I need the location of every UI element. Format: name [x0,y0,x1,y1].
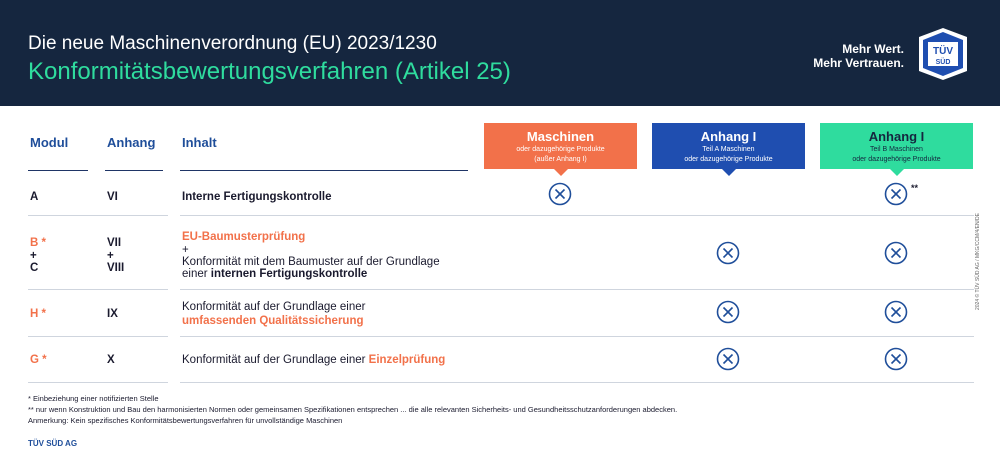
circled-x-icon [884,347,908,371]
slogan-line-1: Mehr Wert. [842,42,904,56]
row-separator [28,382,168,383]
page-title: Die neue Maschinenverordnung (EU) 2023/1230 [28,33,437,54]
circled-x-icon [884,241,908,265]
row-h-inhalt-line1: Konformität auf der Grundlage einer [182,301,366,313]
tuv-sud-logo-icon [916,27,970,81]
row-separator [180,336,974,337]
row-separator [28,289,168,290]
row-a-inhalt: Interne Fertigungskontrolle [182,191,332,203]
row-g-anhang: X [107,354,115,366]
row-bc-modul-b: B * [30,237,46,249]
category-sub-2: oder dazugehörige Produkte [684,156,773,163]
row-bc-anhang-viii: VIII [107,262,125,274]
row-bc-anhang-plus: + [107,250,114,262]
row-bc-anhang-vii: VII [107,237,122,249]
row-a-anhang: VI [107,191,118,203]
category-sub-1: Teil A Maschinen [702,146,755,153]
column-header-inhalt: Inhalt [182,135,217,150]
column-header-anhang: Anhang [107,135,156,150]
category-box-maschinen [484,123,637,169]
column-header-modul: Modul [30,135,69,150]
row-bc-inhalt-line3: Konformität mit dem Baumuster auf der Grundlage [182,256,440,268]
header-rule-modul [28,170,88,171]
row-bc-inhalt-line4 [182,267,367,281]
row-separator [180,289,974,290]
row-g-inhalt-b: Einzelprüfung [368,354,446,366]
row-bc-inhalt-line2: + [182,244,189,256]
header-rule-anhang [105,170,163,171]
circled-x-icon [716,347,740,371]
row-g-inhalt-a: Konformität auf der Grundlage einer [182,354,369,366]
category-box-anhang-i-teil-a [652,123,805,169]
slogan [813,42,904,70]
category-box-anhang-i-teil-b [820,123,973,169]
category-title: Anhang I [868,129,925,144]
row-separator [28,215,168,216]
category-sub-1: Teil B Maschinen [870,146,923,153]
circled-x-icon [548,182,572,206]
row-a-modul: A [30,191,39,203]
category-title: Maschinen [526,129,595,144]
row-bc-inhalt-line4a: einer [182,268,211,280]
row-separator [180,215,974,216]
row-h-anhang: IX [107,308,118,320]
circled-x-icon [716,300,740,324]
logo-text-top: TÜV [933,46,953,57]
category-sub-2: oder dazugehörige Produkte [852,156,941,163]
circled-x-icon [716,241,740,265]
row-h-inhalt-line2: umfassenden Qualitätssicherung [182,315,364,327]
row-bc-modul-plus: + [30,250,37,262]
footnote-1: * Einbeziehung einer notifizierten Stelle [28,394,159,403]
row-bc-inhalt-line1: EU-Baumusterprüfung [182,231,306,243]
row-bc-inhalt-line4b: internen Fertigungskontrolle [210,268,368,280]
page-subtitle: Konformitätsbewertungsverfahren (Artikel 25) [28,58,511,85]
brand-footer: TÜV SÜD AG [28,439,78,448]
footnote-3: Anmerkung: Kein spezifisches Konformitätsbewertungsverfahren für unvollständige Maschinen [28,416,343,425]
category-sub-1: oder dazugehörige Produkte [516,146,605,153]
row-g-modul: G * [30,354,47,366]
row-bc-modul-c: C [30,262,39,274]
circled-x-icon [884,300,908,324]
row-h-modul: H * [30,308,46,320]
slogan-line-2: Mehr Vertrauen. [813,56,904,70]
copyright-vertical: 2024 © TÜV SÜD AG / MKG/CCM/4/EN/DE [975,213,981,310]
header-rule-inhalt [180,170,468,171]
logo-text-bottom: SÜD [935,59,951,66]
row-a-note-marker: ** [911,183,919,193]
circled-x-icon [884,182,908,206]
category-sub-2: (außer Anhang I) [534,156,587,163]
row-separator [28,336,168,337]
row-g-inhalt [182,353,445,367]
footnote-2: ** nur wenn Konstruktion und Bau den harmonisierten Normen oder gemeinsamen Spezifikationen entsprechen ... die alle relevanten Sicherheits- und Gesundheitsschutzanforderungen abdecken. [28,405,678,414]
row-separator [180,382,974,383]
category-title: Anhang I [700,129,757,144]
